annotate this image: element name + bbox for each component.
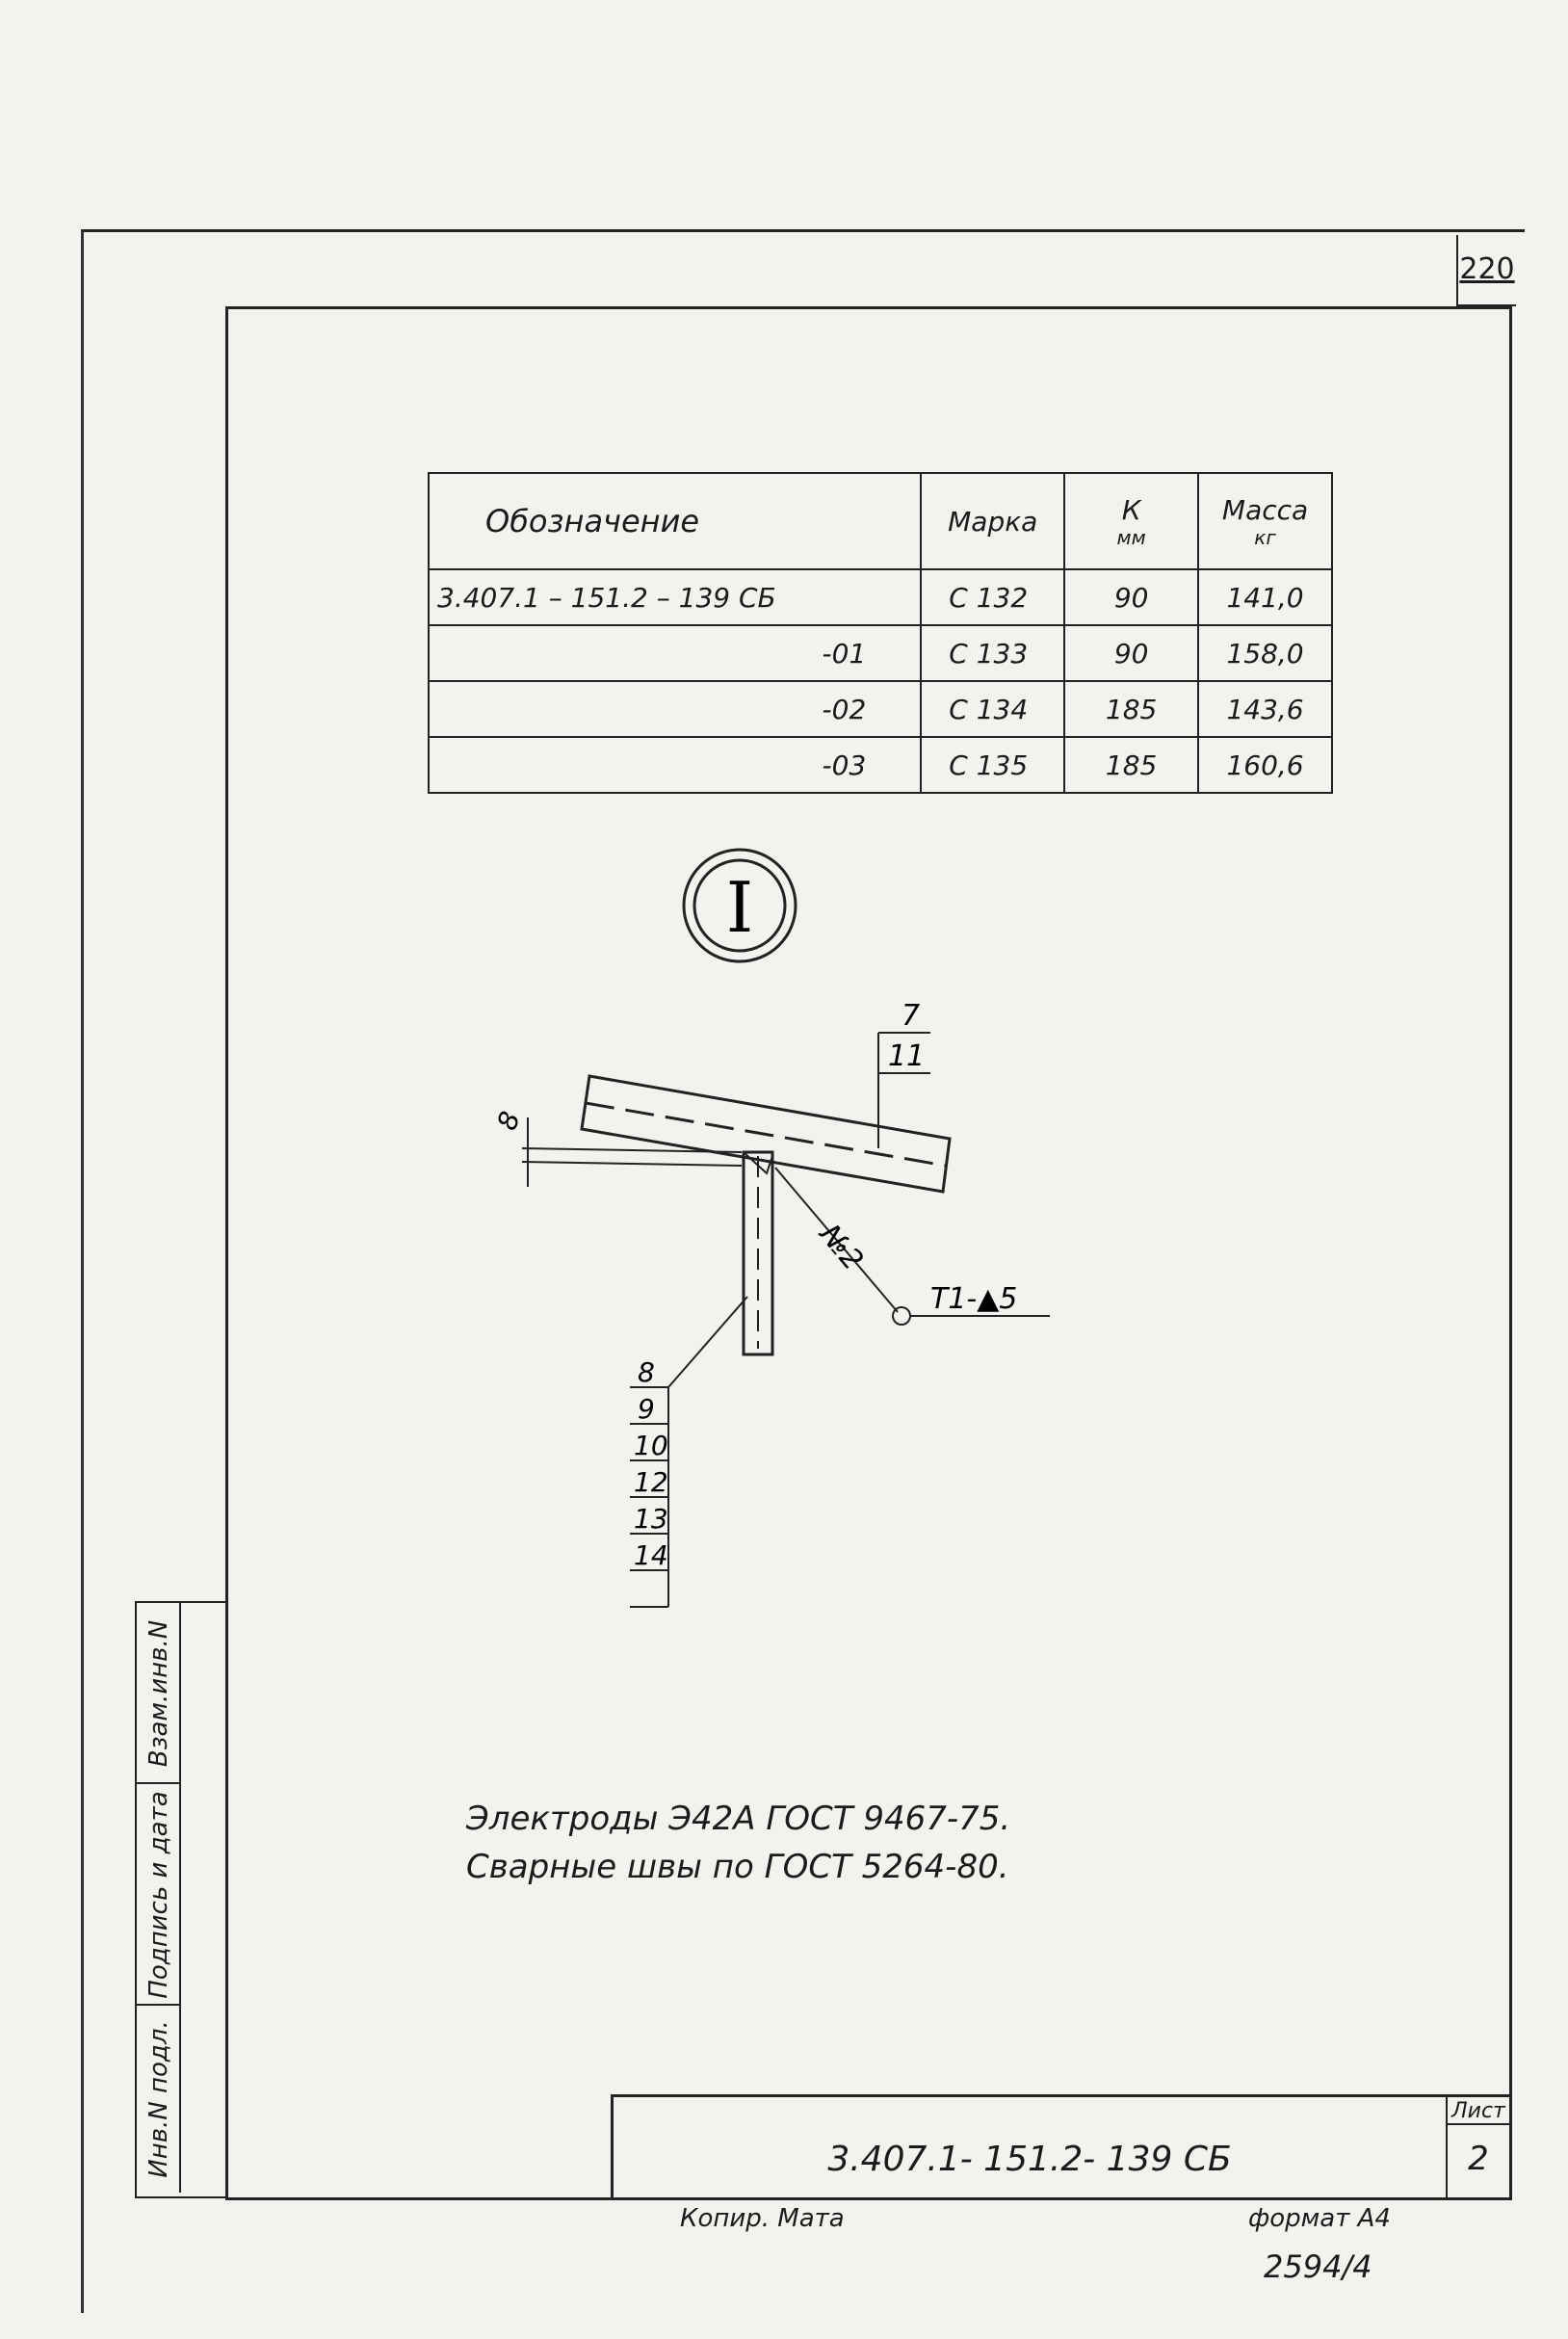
cell-mark: С 135	[921, 737, 1064, 793]
side-stamp	[135, 1601, 227, 2198]
sheet-number: 2	[1468, 2140, 1489, 2178]
weld-leader	[775, 1168, 1050, 1325]
cell-designation: 3.407.1 – 151.2 – 139 СБ	[429, 569, 921, 625]
document-code: 3.407.1- 151.2- 139 СБ	[827, 2140, 1232, 2179]
bottom-leader	[630, 1297, 747, 1607]
cell-mass: 158,0	[1198, 625, 1332, 681]
leader-label: 10	[634, 1430, 668, 1461]
copied-by: Копир. Мата	[680, 2204, 845, 2233]
format-label: формат А4	[1248, 2204, 1391, 2233]
leader-label: 8	[638, 1356, 655, 1388]
cell-designation: -02	[429, 681, 921, 737]
weld-number: №2	[812, 1218, 871, 1277]
title-block	[611, 2094, 1509, 2197]
section-callout	[684, 850, 796, 961]
stamp-cell-signature: Подпись и дата	[137, 1784, 181, 2006]
cell-k: 90	[1064, 625, 1198, 681]
header-mass: Масса кг	[1198, 473, 1332, 569]
sheet-box	[1446, 2097, 1509, 2197]
sheet-label: Лист	[1448, 2099, 1509, 2125]
note-electrodes: Электроды Э42А ГОСТ 9467-75.	[466, 1800, 1011, 1838]
stamp-cell-inventory: Инв.N подл.	[137, 2006, 181, 2193]
stamp-cell-replacement: Взам.инв.N	[137, 1603, 181, 1784]
cell-mass: 141,0	[1198, 569, 1332, 625]
header-k: К мм	[1064, 473, 1198, 569]
leader-label: 11	[888, 1039, 926, 1073]
leader-label: 9	[638, 1393, 655, 1425]
thickness-dimension	[491, 1107, 742, 1187]
archive-number: 2594/4	[1264, 2248, 1372, 2285]
leader-label: 13	[634, 1503, 668, 1535]
cell-mass: 160,6	[1198, 737, 1332, 793]
leader-label: 12	[634, 1466, 668, 1498]
top-leader	[878, 999, 930, 1148]
vertical-plate	[744, 1152, 772, 1354]
weld-symbol: Т1-▲5	[930, 1282, 1018, 1316]
callout-label: I	[725, 867, 754, 948]
note-welds: Сварные швы по ГОСТ 5264-80.	[466, 1848, 1009, 1886]
dimension-label: 8	[490, 1107, 527, 1135]
cell-k: 185	[1064, 737, 1198, 793]
leader-label: 7	[902, 999, 921, 1033]
cell-k: 185	[1064, 681, 1198, 737]
cell-mark: С 133	[921, 625, 1064, 681]
cell-mark: С 134	[921, 681, 1064, 737]
cell-designation: -01	[429, 625, 921, 681]
cell-mark: С 132	[921, 569, 1064, 625]
cell-mass: 143,6	[1198, 681, 1332, 737]
corner-sheet-number: 220	[1456, 235, 1516, 306]
header-mark: Марка	[921, 473, 1064, 569]
header-designation: Обозначение	[429, 473, 921, 569]
cell-designation: -03	[429, 737, 921, 793]
leader-label: 14	[634, 1539, 668, 1571]
inclined-plate	[582, 1076, 950, 1192]
cell-k: 90	[1064, 569, 1198, 625]
